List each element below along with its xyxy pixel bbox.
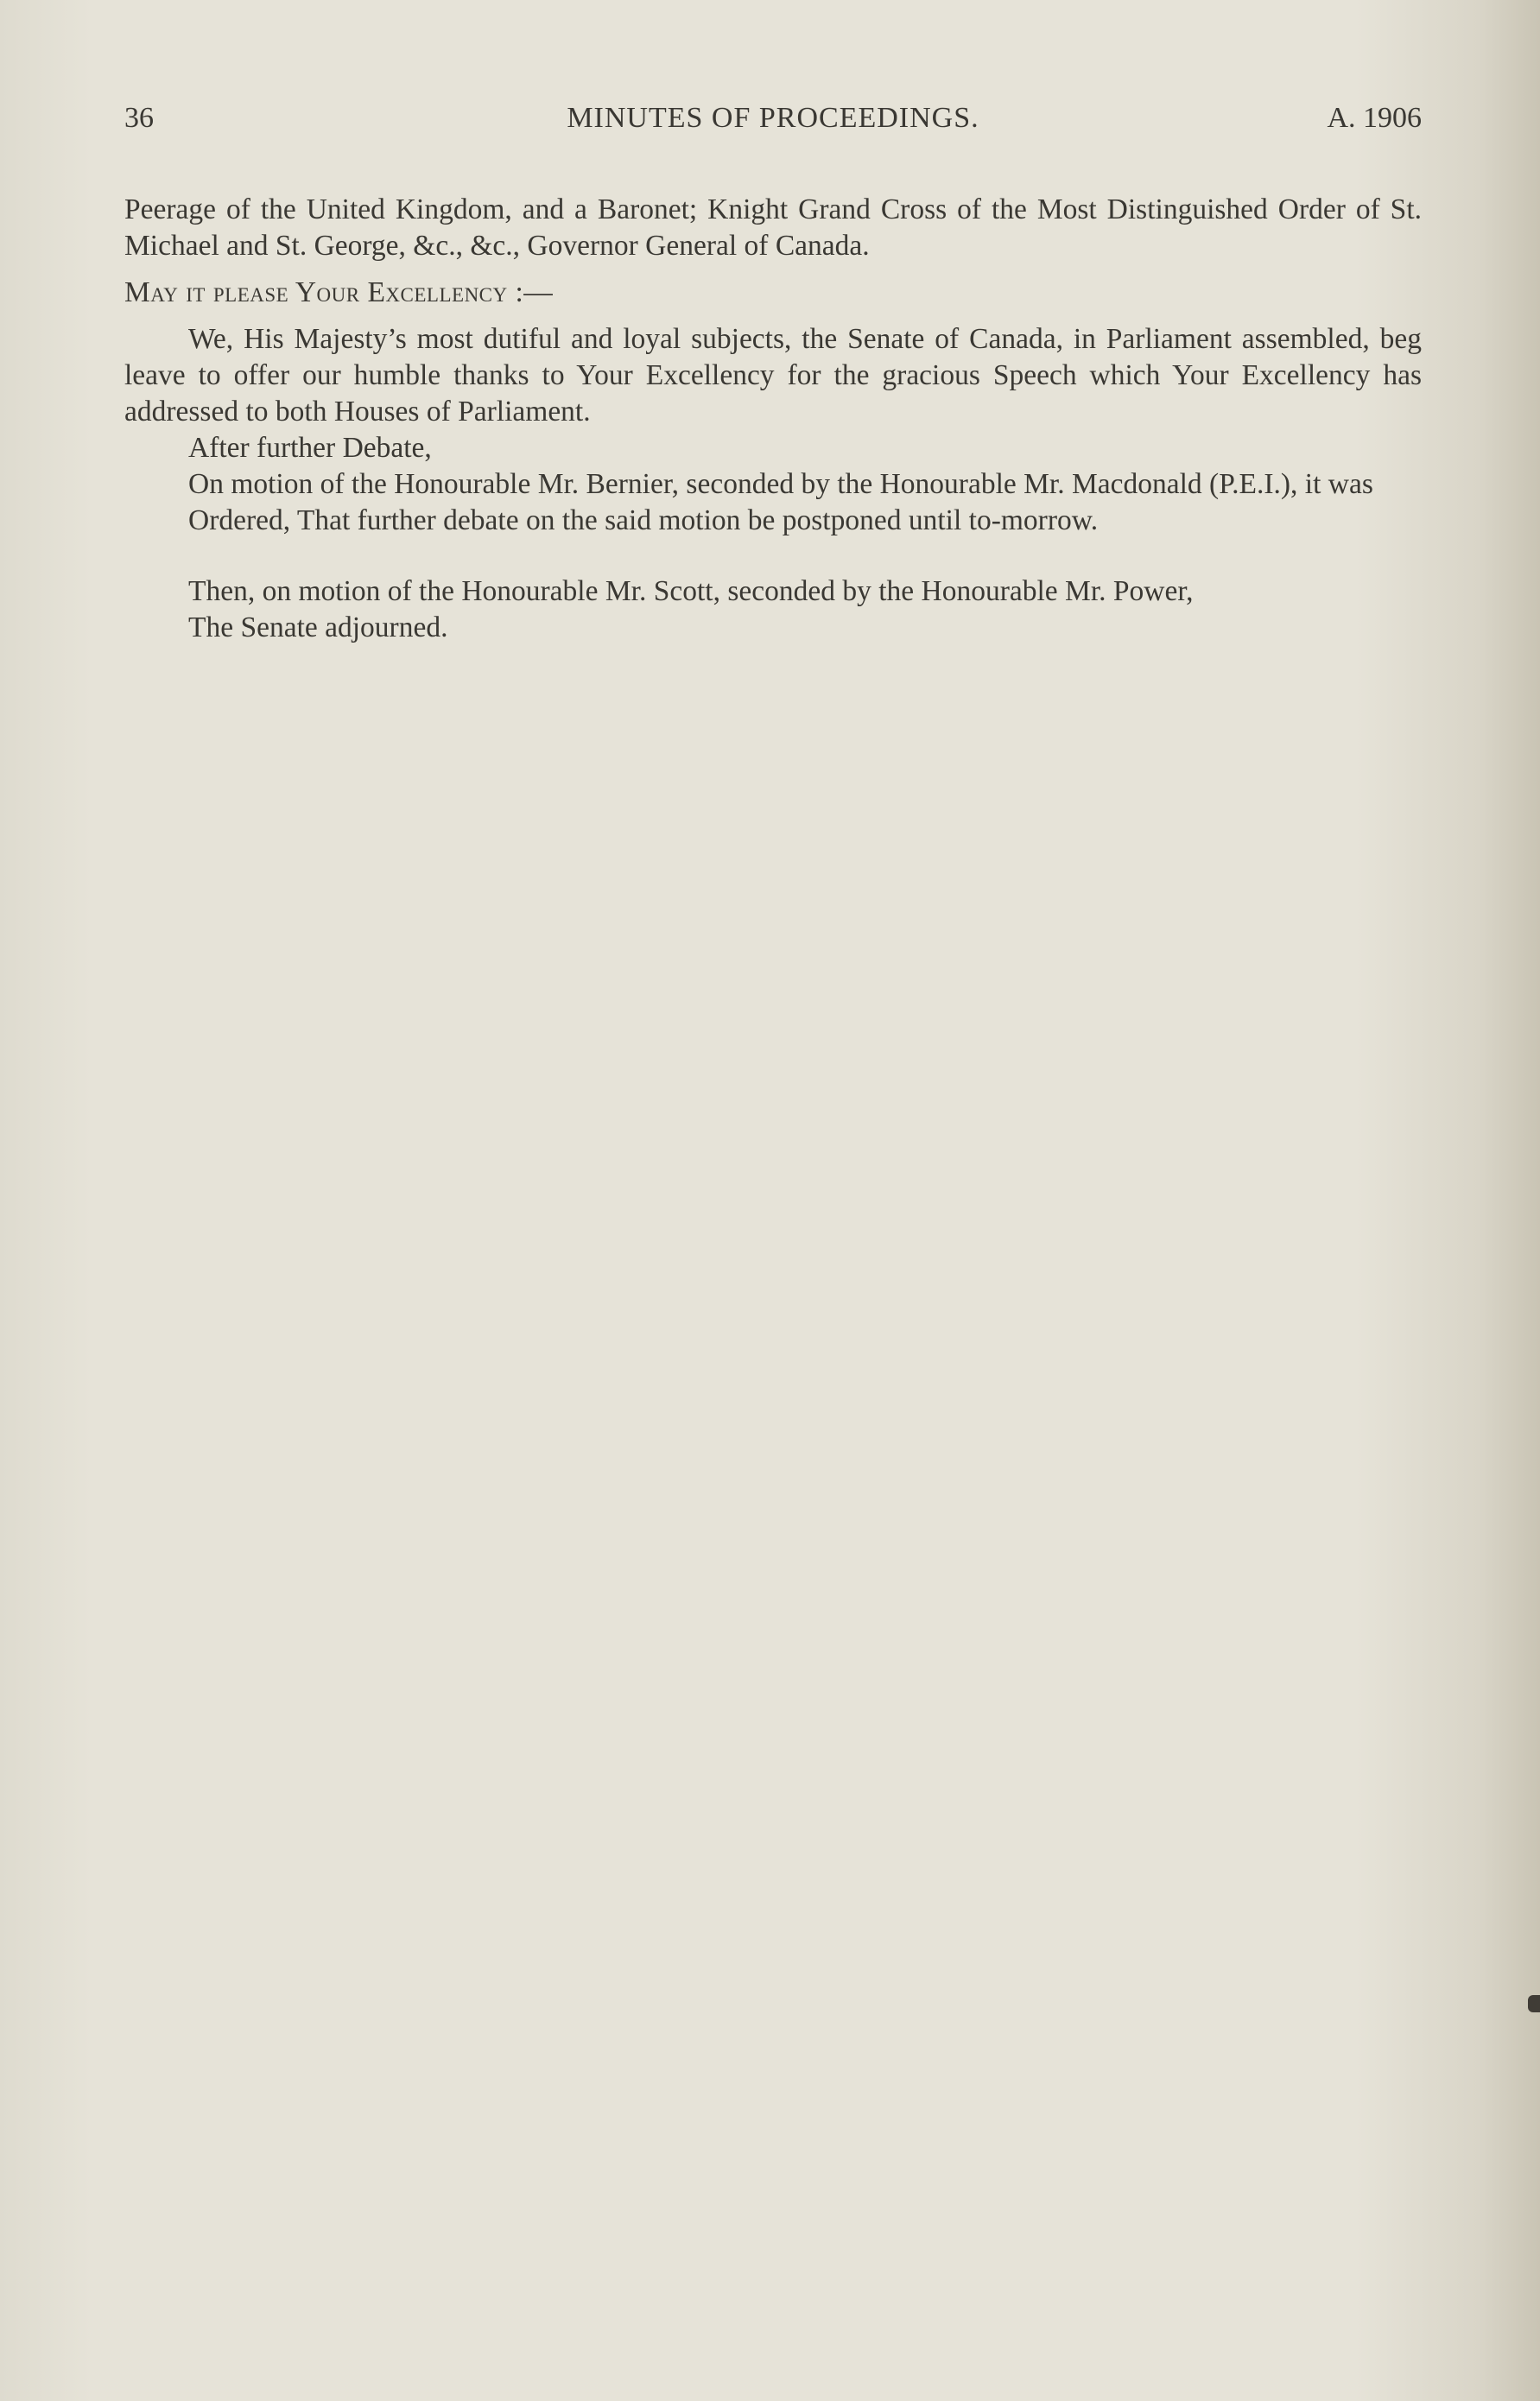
adjournment-motion: Then, on motion of the Honourable Mr. Scott, seconded by the Honourable Mr. Power, [188, 575, 1194, 607]
running-head [124, 97, 1422, 140]
salutation: May it please Your Excellency :— [124, 276, 554, 308]
adjournment-line: The Senate adjourned. [188, 611, 448, 643]
page-title: MINUTES OF PROCEEDINGS. [567, 102, 979, 134]
body-text [124, 192, 1422, 646]
order-paragraph: Ordered, That further debate on the said motion be postponed until to-morrow. [188, 504, 1099, 536]
address-paragraph: We, His Majesty’s most dutiful and loyal subjects, the Senate of Canada, in Parliament assembled, beg leave to offer our humble thanks to Your Excellency for the gracious Speech which Your Excellency has addressed to both Houses of Parliament. [124, 323, 1422, 428]
page-edge-mark [1528, 1995, 1540, 2012]
page-number: 36 [124, 102, 154, 134]
motion-paragraph: On motion of the Honourable Mr. Bernier, seconded by the Honourable Mr. Macdonald (P.E.I.), it was [188, 468, 1373, 500]
session-year: A. 1906 [1327, 102, 1422, 134]
after-debate-line: After further Debate, [188, 432, 432, 464]
address-continuation: Peerage of the United Kingdom, and a Baronet; Knight Grand Cross of the Most Distinguished Order of St. Michael and St. George, &c., &c., Governor General of Canada. [124, 193, 1422, 262]
